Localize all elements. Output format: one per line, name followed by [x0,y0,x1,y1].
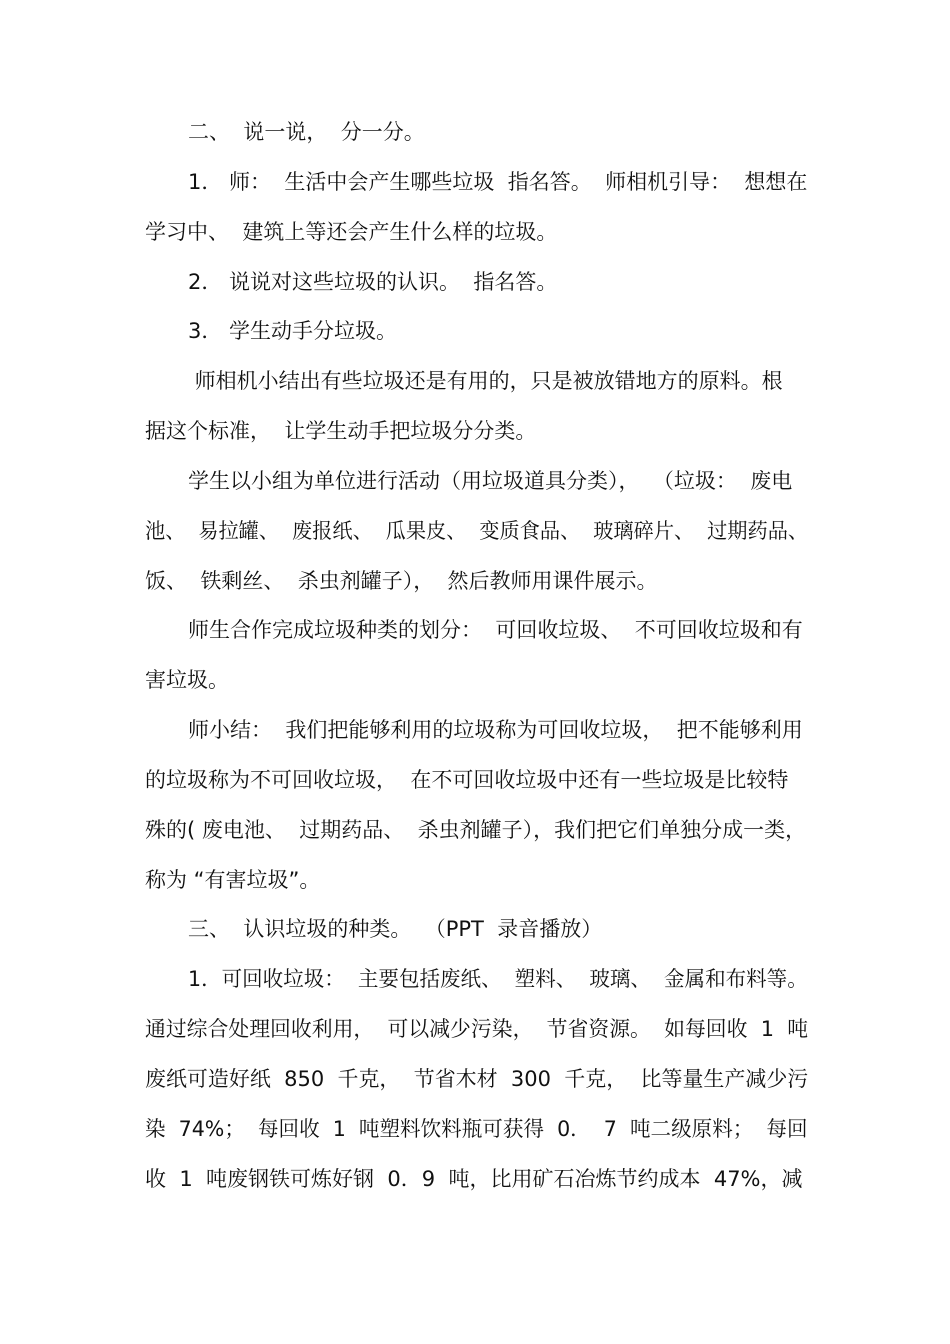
paragraph-line: 1．可回收垃圾： 主要包括废纸、 塑料、 玻璃、 金属和布料等。 [188,967,808,991]
paragraph-line: 学生以小组为单位进行活动（用垃圾道具分类）， （垃圾： 废电 [188,469,793,493]
paragraph-line: 的垃圾称为不可回收垃圾， 在不可回收垃圾中还有一些垃圾是比较特 [145,768,789,792]
paragraph-line: 废纸可造好纸 850 千克， 节省木材 300 千克， 比等量生产减少污 [145,1067,809,1091]
heading-section-two: 二、 说一说， 分一分。 [188,120,425,144]
paragraph-line: 1． 师： 生活中会产生哪些垃圾 指名答。 师相机引导： 想想在 [188,170,808,194]
paragraph-line: 殊的( 废电池、 过期药品、 杀虫剂罐子），我们把它们单独分成一类， [145,818,807,842]
paragraph-line: 师相机小结出有些垃圾还是有用的，只是被放错地方的原料。根 [188,369,783,393]
paragraph-line: 学习中、 建筑上等还会产生什么样的垃圾。 [145,220,558,244]
heading-section-three: 三、 认识垃圾的种类。 （PPT 录音播放） [188,917,603,941]
paragraph-line: 染 74%； 每回收 1 吨塑料饮料瓶可获得 0． 7 吨二级原料； 每回 [145,1117,808,1141]
paragraph-line: 称为 “有害垃圾”。 [145,868,321,892]
paragraph-line: 师小结： 我们把能够利用的垃圾称为可回收垃圾， 把不能够利用 [188,718,803,742]
paragraph-line: 师生合作完成垃圾种类的划分： 可回收垃圾、 不可回收垃圾和有 [188,618,803,642]
paragraph-line: 饭、 铁剩丝、 杀虫剂罐子）， 然后教师用课件展示。 [145,569,658,593]
paragraph-line: 通过综合处理回收利用， 可以减少污染， 节省资源。 如每回收 1 吨 [145,1017,809,1041]
paragraph-line: 收 1 吨废钢铁可炼好钢 0．9 吨，比用矿石冶炼节约成本 47%，减 [145,1167,803,1191]
paragraph-line: 3． 学生动手分垃圾。 [188,319,398,343]
paragraph-line: 2． 说说对这些垃圾的认识。 指名答。 [188,270,558,294]
paragraph-line: 据这个标准， 让学生动手把垃圾分分类。 [145,419,537,443]
paragraph-line: 害垃圾。 [145,668,229,692]
paragraph-line: 池、 易拉罐、 废报纸、 瓜果皮、 变质食品、 玻璃碎片、 过期药品、 [145,519,809,543]
